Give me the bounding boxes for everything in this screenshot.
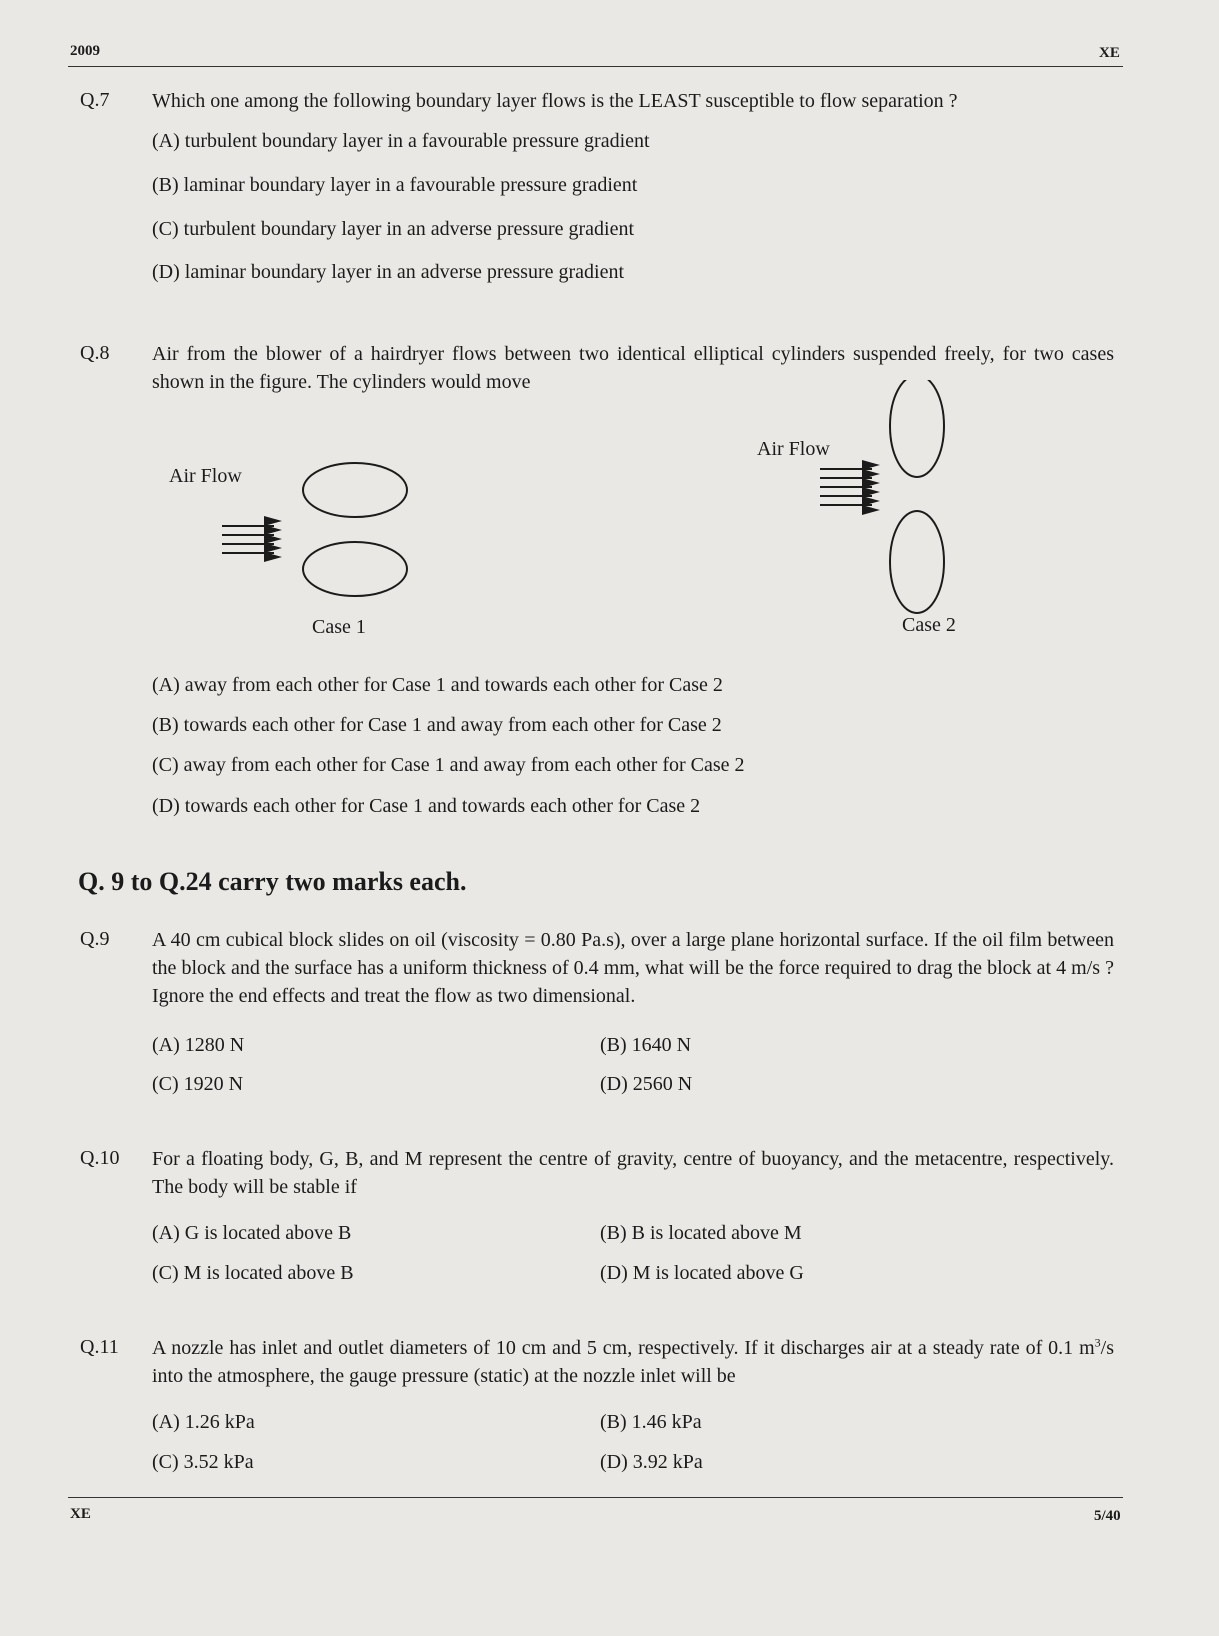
option-b: (B) B is located above M bbox=[600, 1222, 802, 1244]
option-c: (C) M is located above B bbox=[152, 1262, 354, 1284]
case1-caption: Case 1 bbox=[312, 616, 366, 638]
header-paper-code: XE bbox=[1099, 45, 1120, 61]
option-a: (A) 1.26 kPa bbox=[152, 1411, 255, 1433]
case1-lower-ellipse bbox=[303, 542, 407, 596]
option-d: (D) towards each other for Case 1 and towards each other for Case 2 bbox=[152, 795, 701, 817]
question-text: A 40 cm cubical block slides on oil (viscosity = 0.80 Pa.s), over a large plane horizontal surface. If the oil film between the block and the surface has a uniform thickness of 0.4 mm, what will be the force required to drag the block at 4 m/s ? Ignore the end effects and treat the flow as two dimensional. bbox=[152, 929, 1114, 1007]
option-a: (A) turbulent boundary layer in a favourable pressure gradient bbox=[152, 130, 650, 152]
case2-caption: Case 2 bbox=[902, 614, 956, 636]
cylinders-figure bbox=[150, 380, 980, 645]
option-a: (A) away from each other for Case 1 and towards each other for Case 2 bbox=[152, 674, 723, 696]
question-text: For a floating body, G, B, and M represent the centre of gravity, centre of buoyancy, and the metacentre, respectively. The body will be stable if bbox=[152, 1148, 1114, 1198]
section-heading: Q. 9 to Q.24 carry two marks each. bbox=[78, 867, 467, 896]
option-d: (D) 3.92 kPa bbox=[600, 1451, 703, 1473]
question-text: Air from the blower of a hairdryer flows between two identical elliptical cylinders suspended freely, for two cases shown in the figure. The cylinders would move bbox=[152, 343, 1114, 393]
option-d: (D) 2560 N bbox=[600, 1073, 693, 1095]
header-rule bbox=[68, 66, 1123, 67]
option-b: (B) 1.46 kPa bbox=[600, 1411, 702, 1433]
option-c: (C) 1920 N bbox=[152, 1073, 244, 1095]
question-text: A nozzle has inlet and outlet diameters of 10 cm and 5 cm, respectively. If it discharges air at a steady rate of 0.1 $m^3/s$ into the atmosphere, the gauge pressure (static) at the nozzle inlet will be bbox=[152, 1335, 1114, 1387]
header-year: 2009 bbox=[70, 43, 100, 59]
option-a: (A) G is located above B bbox=[152, 1222, 352, 1244]
question-number: Q.11 bbox=[80, 1336, 119, 1358]
option-b: (B) towards each other for Case 1 and away from each other for Case 2 bbox=[152, 714, 722, 736]
case1-upper-ellipse bbox=[303, 463, 407, 517]
footer-page-number: 5/40 bbox=[1094, 1508, 1121, 1524]
question-number: Q.8 bbox=[80, 342, 110, 364]
option-a: (A) 1280 N bbox=[152, 1034, 245, 1056]
question-text: Which one among the following boundary layer flows is the LEAST susceptible to flow separation ? bbox=[152, 90, 958, 112]
case1-air-flow-label: Air Flow bbox=[169, 465, 242, 487]
question-number: Q.7 bbox=[80, 89, 110, 111]
option-c: (C) 3.52 kPa bbox=[152, 1451, 254, 1473]
option-c: (C) away from each other for Case 1 and away from each other for Case 2 bbox=[152, 754, 745, 776]
case2-upper-ellipse bbox=[890, 380, 944, 477]
option-b: (B) laminar boundary layer in a favourable pressure gradient bbox=[152, 174, 638, 196]
case2-air-flow-label: Air Flow bbox=[757, 438, 830, 460]
case2-lower-ellipse bbox=[890, 511, 944, 613]
footer-rule bbox=[68, 1497, 1123, 1498]
question-number: Q.10 bbox=[80, 1147, 120, 1169]
option-c: (C) turbulent boundary layer in an adverse pressure gradient bbox=[152, 218, 635, 240]
case1-flow-arrows bbox=[264, 516, 282, 562]
option-d: (D) M is located above G bbox=[600, 1262, 804, 1284]
footer-paper-code: XE bbox=[70, 1506, 91, 1522]
question-number: Q.9 bbox=[80, 928, 110, 950]
option-b: (B) 1640 N bbox=[600, 1034, 692, 1056]
option-d: (D) laminar boundary layer in an adverse pressure gradient bbox=[152, 261, 625, 283]
